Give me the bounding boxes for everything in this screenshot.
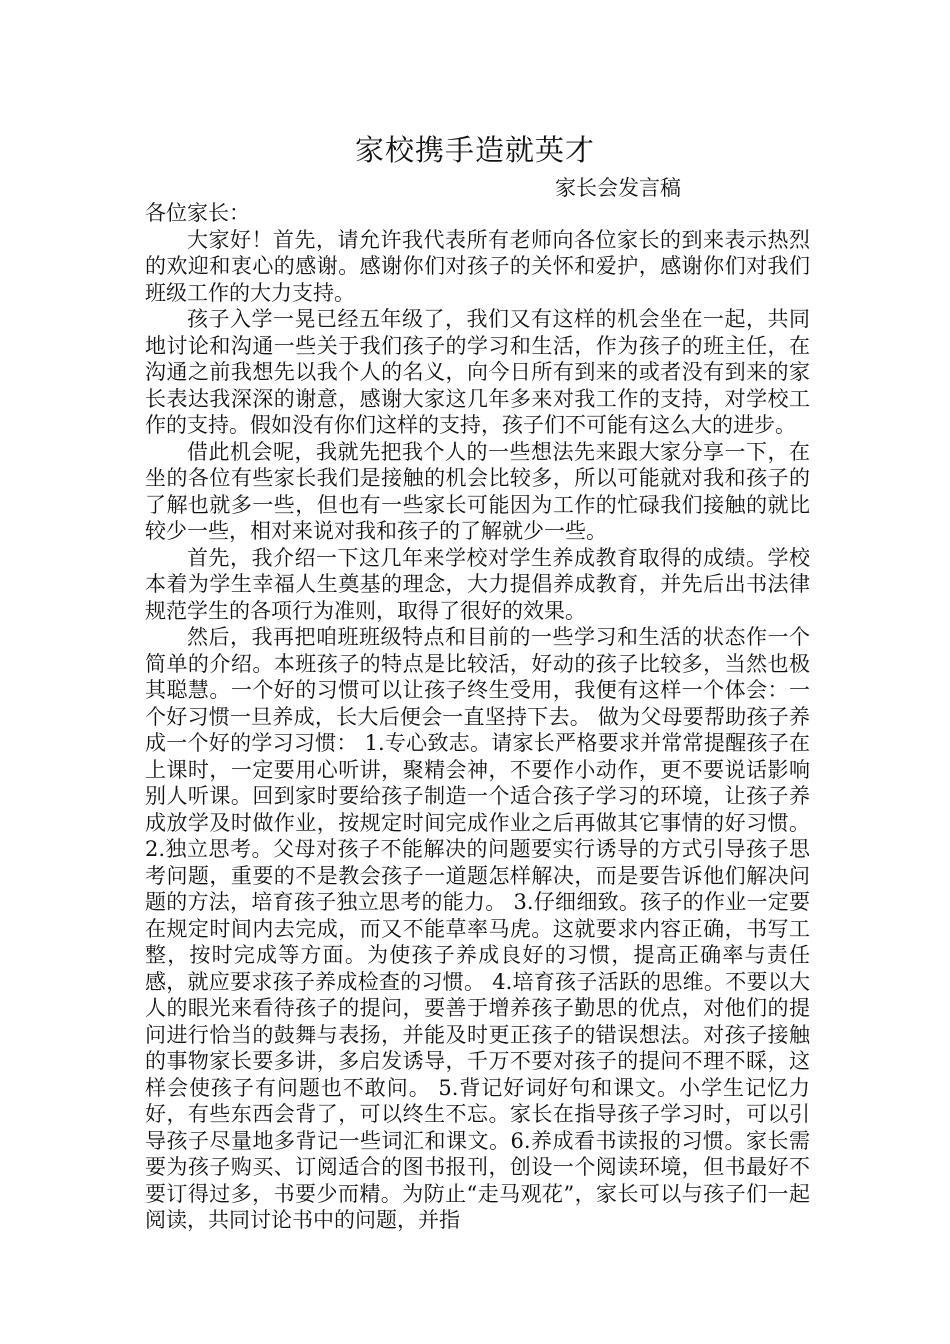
paragraph: 借此机会呢，我就先把我个人的一些想法先来跟大家分享一下，在坐的各位有些家长我们是接触的机会比较多，所以可能就对我和孩子的了解也就多一些，但也有一些家长可能因为工作的忙碌我们接触的就比较少一些，相对来说对我和孩子的了解就少一些。 xyxy=(145,439,810,543)
greeting: 各位家长： xyxy=(145,201,250,225)
paragraph: 首先，我介绍一下这几年来学校对学生养成教育取得的成绩。学校本着为学生幸福人生奠基的理念，大力提倡养成教育，并先后出书法律规范学生的各项行为准则，取得了很好的效果。 xyxy=(145,545,810,623)
document-title: 家校携手造就英才 xyxy=(354,133,595,167)
paragraph: 大家好！首先，请允许我代表所有老师向各位家长的到来表示热烈的欢迎和衷心的感谢。感谢你们对孩子的关怀和爱护，感谢你们对我们班级工作的大力支持。 xyxy=(145,227,810,305)
paragraph: 然后，我再把咱班班级特点和目前的一些学习和生活的状态作一个简单的介绍。本班孩子的特点是比较活，好动的孩子比较多，当然也极其聪慧。一个好的习惯可以让孩子终生受用，我便有这样一个体会：一个好习惯一旦养成，长大后便会一直坚持下去。 做为父母要帮助孩子养成一个好的学习习惯： 1.专心致志。请家长严格要求并常常提醒孩子在上课时，一定要用心听讲，聚精会神，不要作小动作，更不要说话影响别人听课。回到家时要给孩子制造一个适合孩子学习的环境，让孩子养成放学及时做作业，按规定时间完成作业之后再做其它事情的好习惯。 2.独立思考。父母对孩子不能解决的问题要实行诱导的方式引导孩子思考问题，重要的不是教会孩子一道题怎样解决，而是要告诉他们解决问题的方法，培育孩子独立思考的能力。 3.仔细细致。孩子的作业一定要在规定时间内去完成，而又不能草率马虎。这就要求内容正确，书写工整，按时完成等方面。为使孩子养成良好的习惯，提高正确率与责任感，就应要求孩子养成检查的习惯。 4.培育孩子活跃的思维。不要以大人的眼光来看待孩子的提问，要善于增养孩子勤思的优点，对他们的提问进行恰当的鼓舞与表扬，并能及时更正孩子的错误想法。对孩子接触的事物家长要多讲，多启发诱导，千万不要对孩子的提问不理不睬，这样会使孩子有问题也不敢问。 5.背记好词好句和课文。小学生记忆力好，有些东西会背了，可以终生不忘。家长在指导孩子学习时，可以引导孩子尽量地多背记一些词汇和课文。6.养成看书读报的习惯。家长需要为孩子购买、订阅适合的图书报刊，创设一个阅读环境，但书最好不要订得过多，书要少而精。为防止“走马观花”，家长可以与孩子们一起阅读，共同讨论书中的问题，并指 xyxy=(145,625,810,1232)
document-subtitle: 家长会发言稿 xyxy=(555,176,681,200)
paragraph: 孩子入学一晃已经五年级了，我们又有这样的机会坐在一起，共同地讨论和沟通一些关于我们孩子的学习和生活，作为孩子的班主任，在沟通之前我想先以我个人的名义，向今日所有到来的或者没有到来的家长表达我深深的谢意，感谢大家这几年多来对我工作的支持，对学校工作的支持。假如没有你们这样的支持，孩子们不可能有这么大的进步。 xyxy=(145,307,810,437)
document-body xyxy=(145,200,810,1234)
